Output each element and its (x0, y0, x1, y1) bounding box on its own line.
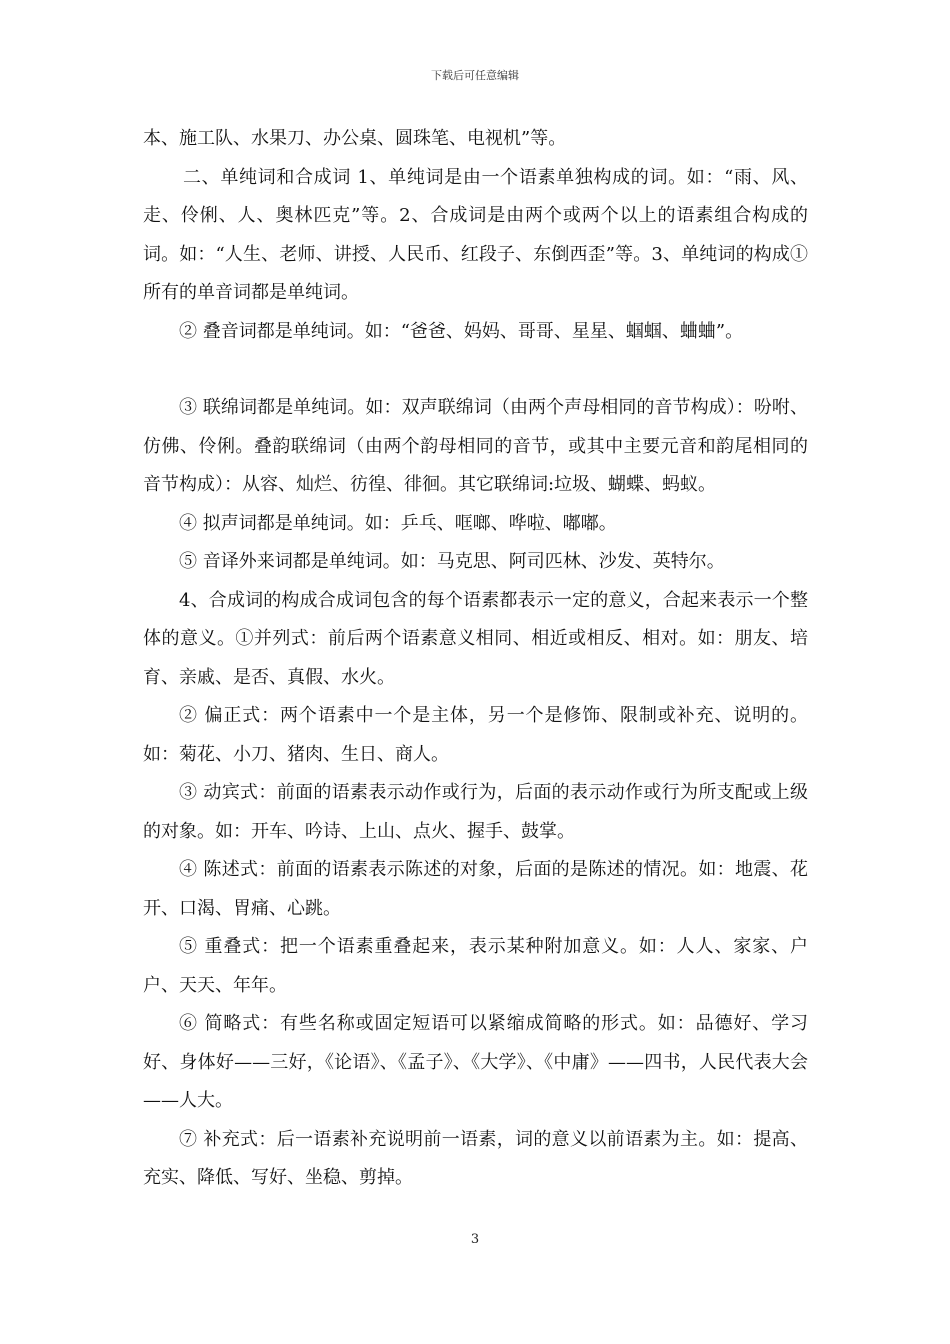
paragraph-binomes: ③ 联绵词都是单纯词。如：双声联绵词（由两个声母相同的音节构成）：吩咐、仿佛、伶俐。叠韵联绵词（由两个韵母相同的音节，或其中主要元音和韵尾相同的音节构成）：从容、灿烂、彷徨、徘徊。其它联绵词:垃圾、蝴蝶、蚂蚁。 (143, 397, 808, 495)
paragraph-subject-predicate: ④ 陈述式：前面的语素表示陈述的对象，后面的是陈述的情况。如：地震、花开、口渴、胃痛、心跳。 (143, 859, 808, 919)
paragraph-simple-vs-compound: 二、单纯词和合成词 1、单纯词是由一个语素单独构成的词。如：“雨、风、走、伶俐、人、奥林匹克”等。2、合成词是由两个或两个以上的语素组合构成的词。如：“人生、老师、讲授、人民币、红段子、东倒西歪”等。3、单纯词的构成①所有的单音词都是单纯词。 (143, 166, 808, 303)
paragraph-verb-object: ③ 动宾式：前面的语素表示动作或行为，后面的表示动作或行为所支配或上级的对象。如：开车、吟诗、上山、点火、握手、鼓掌。 (143, 782, 808, 842)
paragraph-onomatopoeia: ④ 拟声词都是单纯词。如：乒乓、哐啷、哗啦、嘟嘟。 (179, 512, 617, 534)
page-header: 下载后可任意编辑 (431, 69, 519, 82)
page-number: 3 (470, 1232, 480, 1247)
blank-line (143, 351, 808, 389)
document-body (143, 120, 808, 1198)
paragraph-loanwords: ⑤ 音译外来词都是单纯词。如：马克思、阿司匹林、沙发、英特尔。 (179, 551, 725, 572)
paragraph-reduplicated-words: ② 叠音词都是单纯词。如：“爸爸、妈妈、哥哥、星星、蝈蝈、蛐蛐”。 (179, 320, 744, 342)
paragraph-abbreviation: ⑥ 简略式：有些名称或固定短语可以紧缩成简略的形式。如：品德好、学习好、身体好——三好，《论语》、《孟子》、《大学》、《中庸》——四书，人民代表大会——人大。 (143, 1013, 808, 1111)
paragraph-continuation: 本、施工队、水果刀、办公桌、圆珠笔、电视机”等。 (143, 128, 567, 149)
paragraph-compound-structure: 4、合成词的构成合成词包含的每个语素都表示一定的意义，合起来表示一个整体的意义。①并列式：前后两个语素意义相同、相近或相反、相对。如：朋友、培育、亲戚、是否、真假、水火。 (143, 589, 808, 688)
paragraph-modifier-head: ② 偏正式：两个语素中一个是主体，另一个是修饰、限制或补充、说明的。如：菊花、小刀、猪肉、生日、商人。 (143, 705, 808, 765)
paragraph-complement: ⑦ 补充式：后一语素补充说明前一语素，词的意义以前语素为主。如：提高、充实、降低、写好、坐稳、剪掉。 (143, 1128, 808, 1188)
paragraph-reduplication: ⑤ 重叠式：把一个语素重叠起来，表示某种附加意义。如：人人、家家、户户、天天、年年。 (143, 936, 808, 996)
